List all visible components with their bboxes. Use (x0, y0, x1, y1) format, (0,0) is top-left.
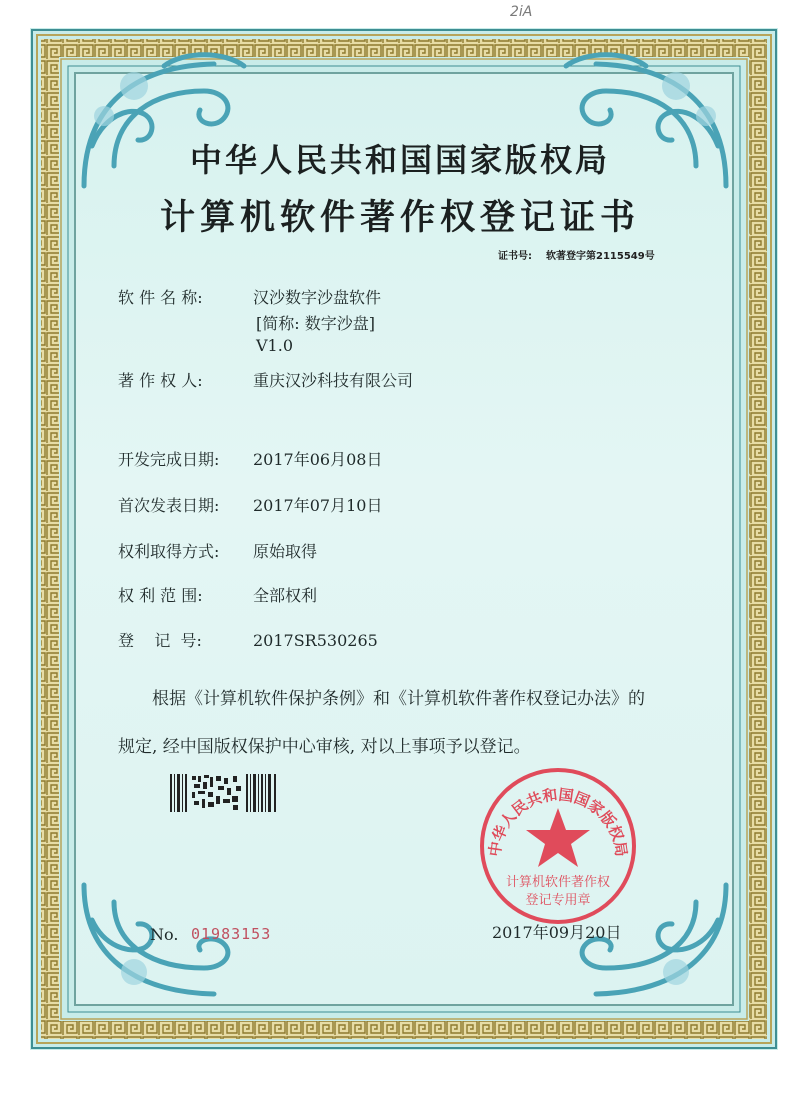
software-version: V1.0 (256, 336, 293, 355)
certificate-number-label: 证书号: (498, 251, 532, 262)
field-value: 2017年07月10日 (253, 496, 383, 515)
software-short-name: [简称: 数字沙盘] (256, 314, 375, 333)
issuing-agency: 中华人民共和国国家版权局 (189, 141, 610, 179)
field-completion-date (118, 447, 382, 470)
field-label: 权利取得方式: (118, 542, 220, 561)
seal-inner-line-2: 登记专用章 (525, 893, 591, 908)
field-label: 首次发表日期: (118, 496, 220, 515)
issue-date: 2017年09月20日 (492, 923, 622, 942)
field-value: 2017SR530265 (253, 631, 378, 650)
field-value: 2017年06月08日 (253, 450, 383, 469)
field-value: 全部权利 (253, 586, 318, 605)
certificate-number (498, 247, 669, 262)
official-seal (478, 766, 638, 926)
field-label: 软 件 名 称: (118, 288, 203, 307)
field-value: 重庆汉沙科技有限公司 (253, 371, 414, 390)
field-label: 开发完成日期: (118, 450, 220, 469)
field-label: 著 作 权 人: (118, 371, 203, 390)
statement-line-1: 根据《计算机软件保护条例》和《计算机软件著作权登记办法》的 (152, 689, 645, 709)
field-acquisition-method (118, 539, 317, 562)
serial-number-label: No. (150, 925, 179, 944)
field-rights-scope (118, 583, 317, 606)
seal-inner-line-1: 计算机软件著作权 (505, 875, 611, 890)
certificate-number-value: 软著登字第2115549号 (546, 251, 655, 262)
field-software-name (118, 285, 381, 308)
field-label: 权 利 范 围: (118, 586, 203, 605)
scroll-ornament-bottom-left (74, 880, 254, 1010)
field-copyright-holder (118, 368, 413, 391)
seal-outer-text: 中华人民共和国国家版权局 (485, 785, 631, 858)
serial-number-value: 01983153 (191, 925, 272, 943)
field-publish-date (118, 493, 382, 516)
field-value: 原始取得 (253, 542, 318, 561)
seal-star-icon (526, 808, 590, 867)
field-value: 汉沙数字沙盘软件 (253, 288, 382, 307)
field-label: 登 记 号: (118, 631, 202, 650)
barcode (170, 774, 280, 812)
margin-note: 2iA (510, 4, 533, 20)
certificate-title: 计算机软件著作权登记证书 (159, 198, 640, 238)
field-registration-number (118, 628, 378, 651)
statement-line-2: 规定, 经中国版权保护中心审核, 对以上事项予以登记。 (118, 737, 531, 757)
